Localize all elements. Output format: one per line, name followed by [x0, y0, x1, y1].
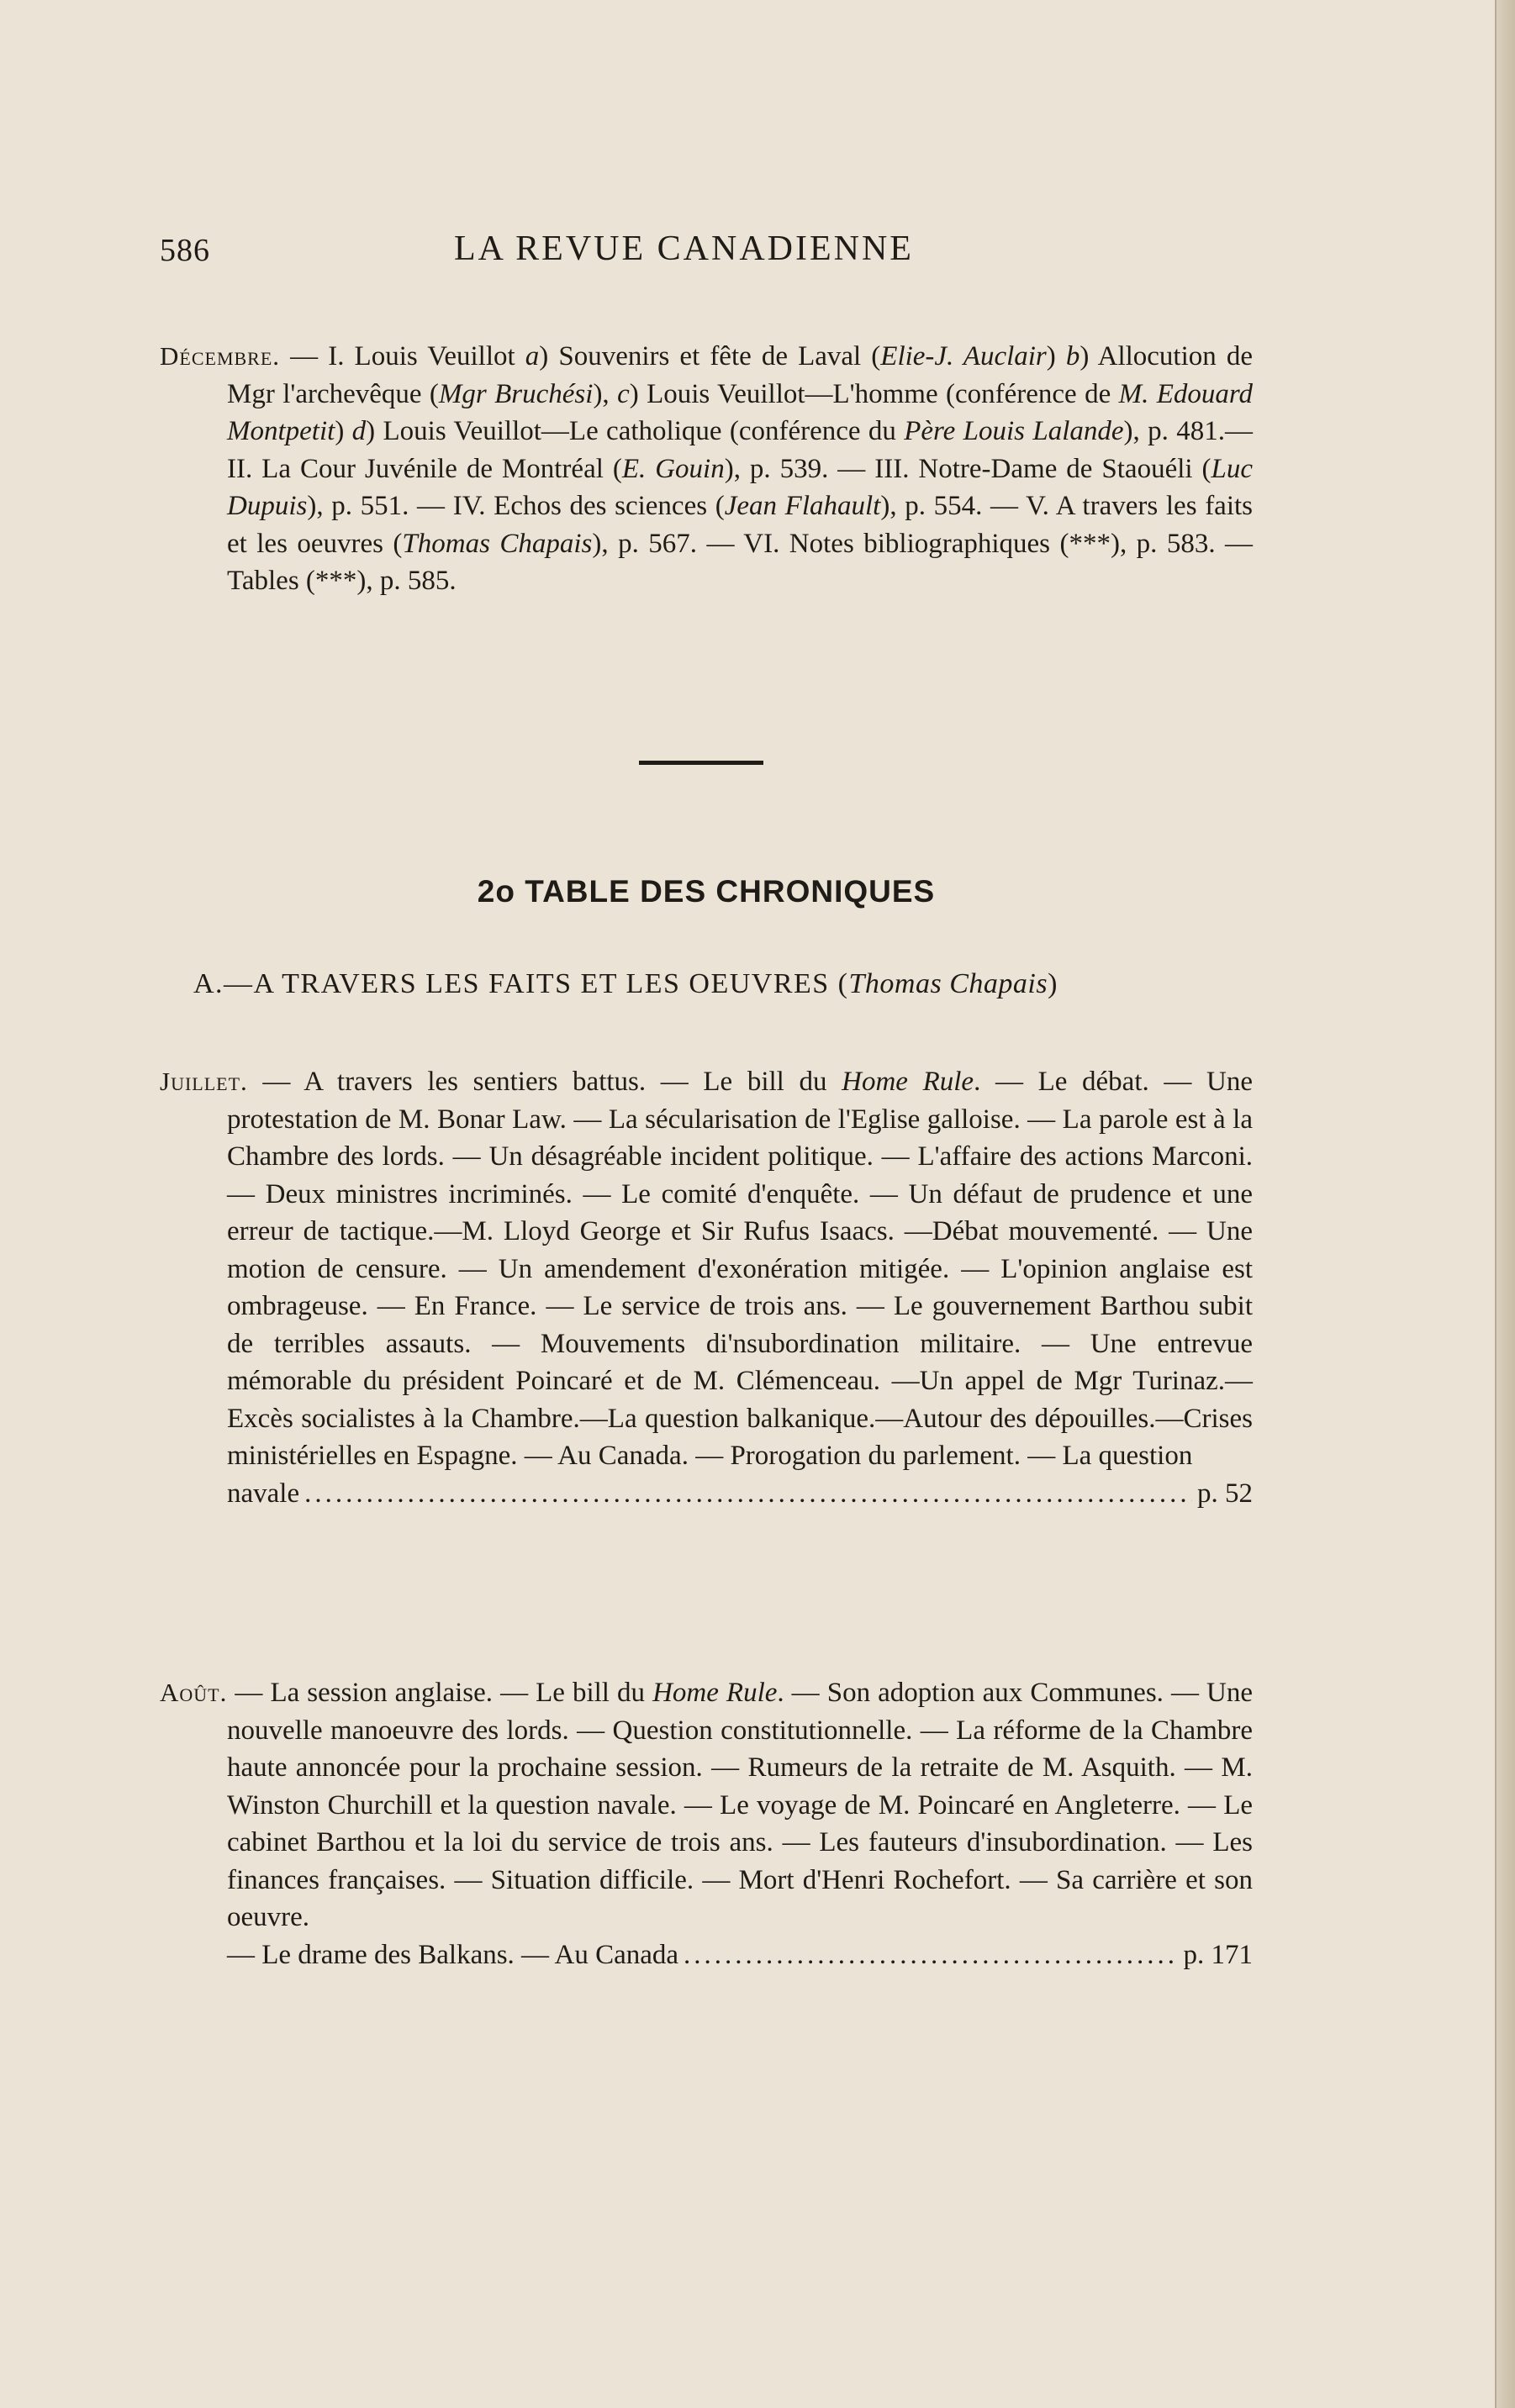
entry-italic: c	[617, 378, 630, 409]
entry-italic: Luc Dupuis	[227, 453, 1253, 521]
entry-text: navale	[227, 1478, 300, 1509]
entry-italic: Jean Flahault	[724, 491, 881, 521]
entry-text: — I. Louis Veuillot	[280, 341, 525, 371]
entry-text: ), p. 554. — V. A travers les faits et les oeuvres (	[227, 491, 1254, 559]
running-title: LA REVUE CANADIENNE	[454, 229, 914, 268]
leader-dots	[304, 1475, 1192, 1513]
subsection-author: Thomas Chapais	[848, 968, 1048, 999]
entry-text: ),	[593, 378, 618, 409]
entry-text: ), p. 481.— II. La Cour Juvénile de Montréal (	[227, 416, 1253, 484]
entry-italic: Elie-J. Auclair	[880, 341, 1047, 371]
entry-italic: d	[351, 416, 367, 446]
entry-text: ) Louis Veuillot—L'homme (conférence de	[629, 378, 1119, 409]
subsection-text: A.—A TRAVERS LES FAITS ET LES OEUVRES (	[193, 968, 849, 999]
entry-text: ) Allocution de Mgr l'archevêque (	[227, 341, 1253, 409]
entry-juillet	[160, 1063, 1253, 1512]
entry-italic: b	[1065, 341, 1080, 371]
entry-italic: M. Edouard Montpetit	[227, 378, 1254, 446]
subsection-title	[193, 968, 1286, 1000]
entry-text: ) Souvenirs et fête de Laval (	[539, 341, 881, 371]
entry-italic: Home Rule	[652, 1678, 778, 1708]
leader-dots	[684, 1936, 1178, 1974]
page-header	[160, 229, 1253, 279]
entry-text: . — Son adoption aux Communes. — Une nouvelle manoeuvre des lords. — Question constitutionnelle. — La réforme de la Chambre haute annoncée pour la prochaine session. — Rumeurs de la retraite de M. Asquith. — M. Winston Churchill et la question navale. — Le voyage de M. Poincaré en Angleterre. — Le cabinet Barthou et la loi du service de trois ans. — Les fauteurs d'insubordination. — Les finances françaises. — Situation difficile. — Mort d'Henri Rochefort. — Sa carrière et son oeuvre.	[227, 1678, 1253, 1932]
entry-month: Décembre.	[160, 341, 281, 371]
entry-text: — Le drame des Balkans. — Au Canada	[227, 1939, 679, 1970]
entry-italic: Père Louis Lalande	[904, 416, 1124, 446]
section-divider	[639, 761, 763, 765]
entry-text: . — Le débat. — Une protestation de M. Bonar Law. — La sécularisation de l'Eglise galloise. — La parole est à la Chambre des lords. — Un désagréable incident politique. — L'affaire des actions Marconi. — Deux ministres incriminés. — Le comité d'enquête. — Un défaut de prudence et une erreur de tactique.—M. Lloyd George et Sir Rufus Isaacs. —Débat mouvementé. — Une motion de censure. — Un amendement d'exonération mitigée. — L'opinion anglaise est ombrageuse. — En France. — Le service de trois ans. — Le gouvernement Barthou subit de terribles assauts. — Mouvements di'nsubordination militaire. — Une entrevue mémorable du président Poincaré et de M. Clémenceau. —Un appel de Mgr Turinaz.—Excès socialistes à la Chambre.—La question balkanique.—Autour des dépouilles.—Crises ministérielles en Espagne. — Au Canada. — Prorogation du parlement. — La question	[227, 1067, 1253, 1471]
entry-italic: a	[525, 341, 540, 371]
section-title: 2o TABLE DES CHRONIQUES	[477, 874, 936, 909]
entry-aout	[160, 1674, 1253, 1973]
entry-text: ), p. 567. — VI. Notes bibliographiques (***), p. 583. — Tables (***), p. 585.	[227, 528, 1254, 596]
entry-italic: E. Gouin	[621, 453, 725, 484]
entry-italic: Thomas Chapais	[402, 528, 593, 559]
entry-text: ) Louis Veuillot—Le catholique (conférence du	[366, 416, 905, 446]
subsection-text: )	[1048, 968, 1058, 999]
entry-text: )	[335, 416, 352, 446]
entry-month: Juillet.	[160, 1067, 248, 1096]
entry-month: Août.	[160, 1678, 228, 1707]
leader-line	[227, 1936, 1253, 1974]
entry-text: — A travers les sentiers battus. — Le bill du	[247, 1067, 842, 1097]
page-ref: p. 52	[1197, 1478, 1253, 1509]
entry-text: ), p. 551. — IV. Echos des sciences (	[307, 491, 725, 521]
entry-decembre	[160, 338, 1253, 600]
entry-text: — La session anglaise. — Le bill du	[227, 1678, 653, 1708]
leader-line	[227, 1475, 1253, 1513]
entry-italic: Home Rule	[842, 1067, 974, 1097]
page-edge	[1495, 0, 1515, 2408]
entry-text: )	[1046, 341, 1066, 371]
page-ref: p. 171	[1183, 1939, 1253, 1970]
entry-text: ), p. 539. — III. Notre-Dame de Staouéli (	[724, 453, 1211, 484]
page-number: 586	[160, 233, 210, 268]
entry-italic: Mgr Bruchési	[438, 378, 594, 409]
